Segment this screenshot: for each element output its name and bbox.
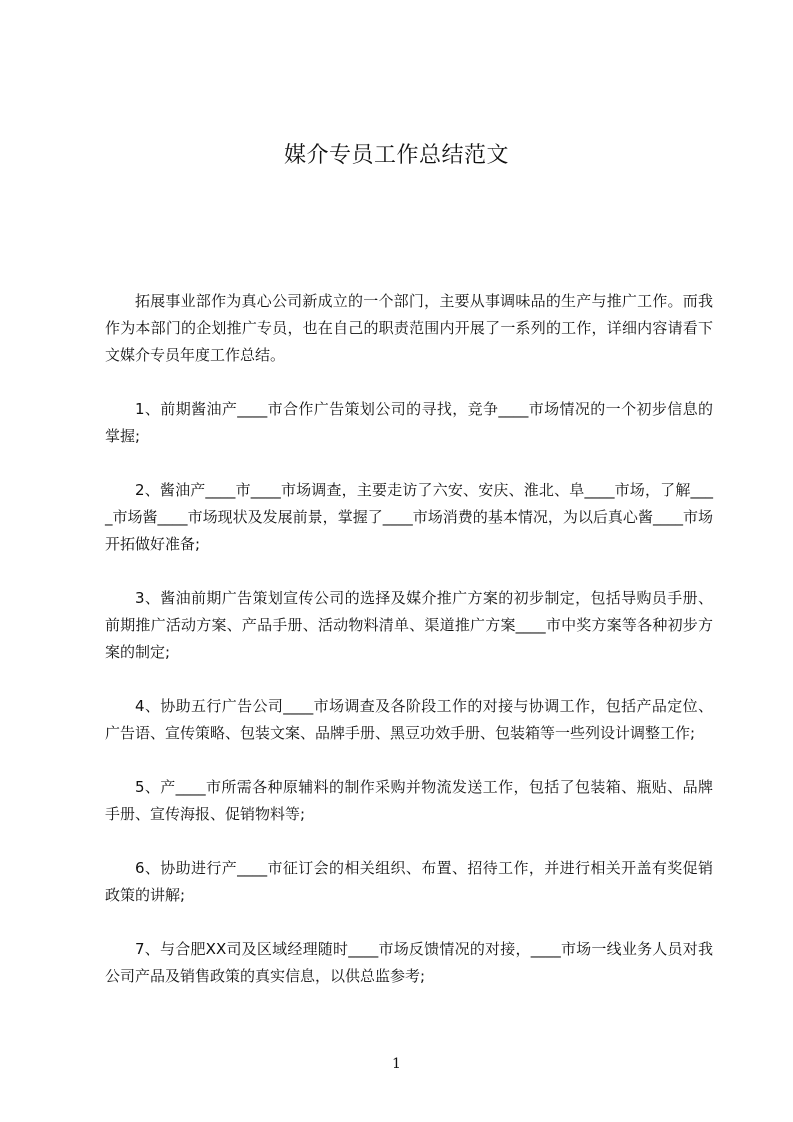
list-item-7: 7、与合肥XX司及区域经理随时____市场反馈情况的对接，____市场一线业务人员对我公司产品及销售政策的真实信息，以供总监参考;: [105, 940, 713, 985]
list-item-2: 2、酱油产____市____市场调查，主要走访了六安、安庆、淮北、阜____市场，了解____市场酱____市场现状及发展前景，掌握了____市场消费的基本情况，为以后真心酱____市场开拓做好准备;: [105, 481, 713, 553]
page-number: 1: [392, 1056, 401, 1072]
list-item-6: 6、协助进行产____市征订会的相关组织、布置、招待工作，并进行相关开盖有奖促销政策的讲解;: [105, 859, 713, 904]
document-body: [105, 288, 713, 990]
list-item-1: 1、前期酱油产____市合作广告策划公司的寻找，竞争____市场情况的一个初步信息的掌握;: [105, 400, 713, 445]
intro-paragraph: 拓展事业部作为真心公司新成立的一个部门，主要从事调味品的生产与推广工作。而我作为本部门的企划推广专员，也在自己的职责范围内开展了一系列的工作，详细内容请看下文媒介专员年度工作总结。: [105, 292, 713, 364]
document-title: 媒介专员工作总结范文: [283, 143, 509, 168]
list-item-3: 3、酱油前期广告策划宣传公司的选择及媒介推广方案的初步制定，包括导购员手册、前期推广活动方案、产品手册、活动物料清单、渠道推广方案____市中奖方案等各种初步方案的制定;: [105, 589, 713, 661]
list-item-5: 5、产____市所需各种原辅料的制作采购并物流发送工作，包括了包装箱、瓶贴、品牌手册、宣传海报、促销物料等;: [105, 778, 713, 823]
list-item-4: 4、协助五行广告公司____市场调查及各阶段工作的对接与协调工作，包括产品定位、广告语、宣传策略、包装文案、品牌手册、黑豆功效手册、包装箱等一些列设计调整工作;: [105, 697, 713, 742]
